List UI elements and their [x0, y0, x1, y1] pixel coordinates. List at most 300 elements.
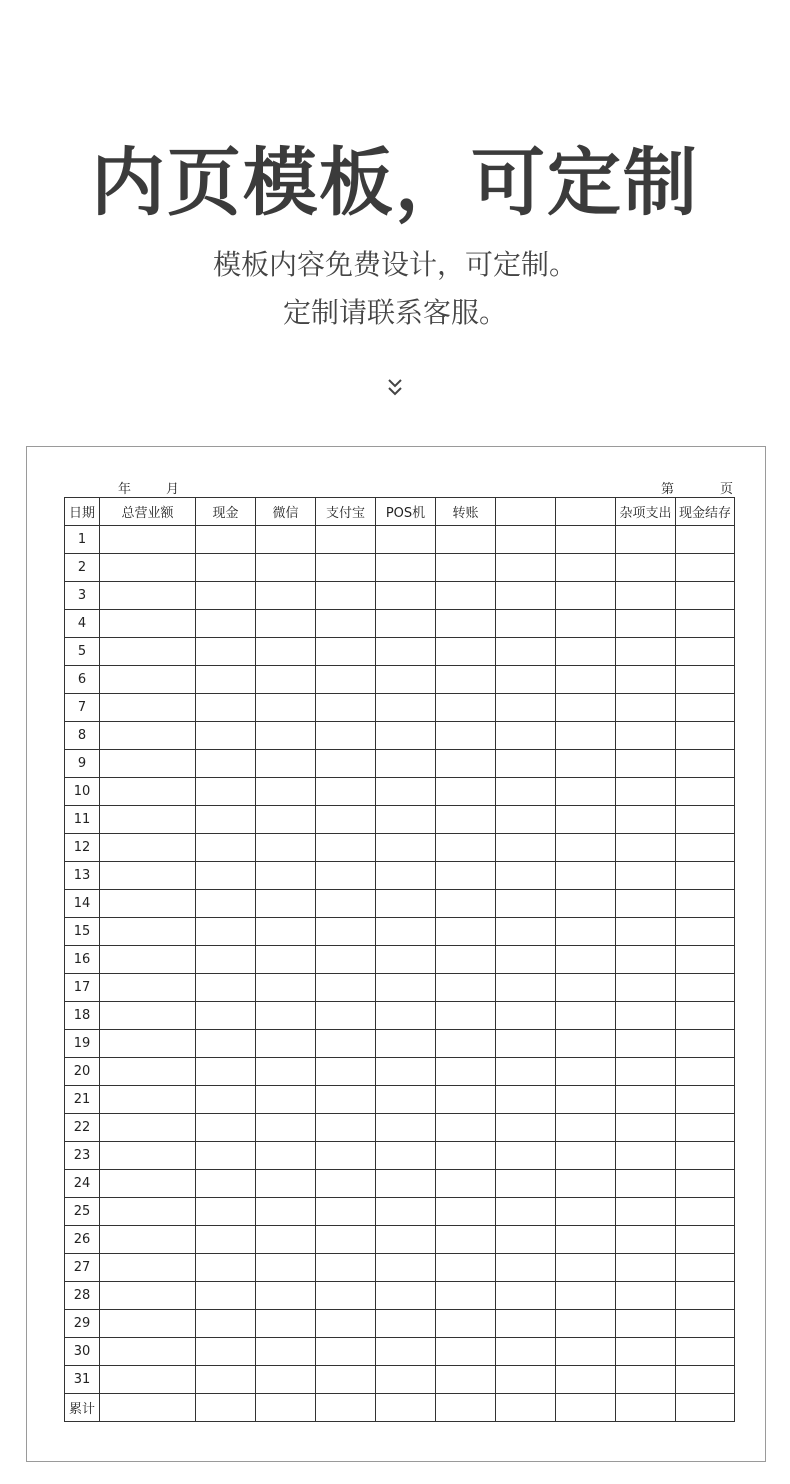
entry-cell: [616, 638, 676, 666]
entry-cell: [436, 974, 496, 1002]
entry-cell: [436, 1142, 496, 1170]
entry-cell: [496, 918, 556, 946]
subtitle-line-2: 定制请联系客服。: [282, 296, 507, 329]
entry-cell: [196, 1030, 256, 1058]
entry-cell: [676, 974, 735, 1002]
date-cell: 29: [65, 1310, 100, 1338]
entry-cell: [256, 1282, 316, 1310]
entry-cell: [436, 1282, 496, 1310]
entry-cell: [676, 1142, 735, 1170]
date-cell: 14: [65, 890, 100, 918]
entry-cell: [100, 1338, 196, 1366]
entry-cell: [256, 610, 316, 638]
table-row: [65, 1086, 735, 1114]
entry-cell: [100, 1310, 196, 1338]
entry-cell: [316, 862, 376, 890]
entry-cell: [196, 1198, 256, 1226]
entry-cell: [376, 750, 436, 778]
entry-cell: [556, 722, 616, 750]
entry-cell: [196, 1170, 256, 1198]
entry-cell: [316, 722, 376, 750]
entry-cell: [376, 1394, 436, 1422]
entry-cell: [556, 1086, 616, 1114]
entry-cell: [616, 1282, 676, 1310]
entry-cell: [196, 1282, 256, 1310]
entry-cell: [316, 778, 376, 806]
entry-cell: [496, 890, 556, 918]
entry-cell: [316, 1254, 376, 1282]
entry-cell: [676, 750, 735, 778]
entry-cell: [436, 918, 496, 946]
entry-cell: [256, 1030, 316, 1058]
entry-cell: [616, 666, 676, 694]
entry-cell: [496, 1198, 556, 1226]
table-row: [65, 1338, 735, 1366]
entry-cell: [316, 582, 376, 610]
column-header: 微信: [256, 498, 316, 526]
entry-cell: [496, 722, 556, 750]
entry-cell: [376, 694, 436, 722]
entry-cell: [616, 1198, 676, 1226]
entry-cell: [616, 554, 676, 582]
date-cell: 30: [65, 1338, 100, 1366]
entry-cell: [556, 1394, 616, 1422]
page-prefix-label: 第: [661, 482, 675, 497]
entry-cell: [616, 582, 676, 610]
entry-cell: [676, 918, 735, 946]
table-row: [65, 834, 735, 862]
entry-cell: [436, 1030, 496, 1058]
entry-cell: [556, 526, 616, 554]
entry-cell: [196, 1226, 256, 1254]
entry-cell: [100, 1170, 196, 1198]
entry-cell: [556, 554, 616, 582]
entry-cell: [556, 610, 616, 638]
entry-cell: [196, 638, 256, 666]
entry-cell: [100, 890, 196, 918]
entry-cell: [436, 1338, 496, 1366]
entry-cell: [616, 1030, 676, 1058]
entry-cell: [376, 1226, 436, 1254]
entry-cell: [676, 1030, 735, 1058]
table-row: [65, 638, 735, 666]
entry-cell: [316, 918, 376, 946]
date-cell: 17: [65, 974, 100, 1002]
entry-cell: [676, 1226, 735, 1254]
table-row: [65, 862, 735, 890]
entry-cell: [436, 582, 496, 610]
table-header-row: [65, 498, 735, 526]
entry-cell: [556, 750, 616, 778]
entry-cell: [556, 666, 616, 694]
page-title: 内页模板，可定制: [91, 140, 699, 226]
entry-cell: [316, 1226, 376, 1254]
entry-cell: [436, 806, 496, 834]
entry-cell: [496, 1338, 556, 1366]
entry-cell: [100, 1086, 196, 1114]
entry-cell: [256, 1338, 316, 1366]
entry-cell: [556, 806, 616, 834]
entry-cell: [316, 1338, 376, 1366]
entry-cell: [376, 1282, 436, 1310]
entry-cell: [376, 638, 436, 666]
double-chevron-down-icon: [383, 376, 407, 400]
entry-cell: [376, 834, 436, 862]
page-suffix-label: 页: [720, 482, 734, 497]
entry-cell: [496, 1366, 556, 1394]
entry-cell: [436, 946, 496, 974]
table-row: [65, 666, 735, 694]
date-cell: 19: [65, 1030, 100, 1058]
entry-cell: [556, 582, 616, 610]
entry-cell: [256, 918, 316, 946]
column-header: 转账: [436, 498, 496, 526]
entry-cell: [100, 1058, 196, 1086]
entry-cell: [196, 694, 256, 722]
entry-cell: [436, 750, 496, 778]
entry-cell: [376, 1142, 436, 1170]
entry-cell: [256, 638, 316, 666]
entry-cell: [100, 1114, 196, 1142]
entry-cell: [376, 1254, 436, 1282]
entry-cell: [316, 1002, 376, 1030]
date-cell: 11: [65, 806, 100, 834]
table-row: [65, 1030, 735, 1058]
entry-cell: [616, 1226, 676, 1254]
entry-cell: [676, 1338, 735, 1366]
entry-cell: [676, 806, 735, 834]
entry-cell: [496, 610, 556, 638]
entry-cell: [256, 778, 316, 806]
entry-cell: [100, 862, 196, 890]
table-row: [65, 1226, 735, 1254]
date-cell: 28: [65, 1282, 100, 1310]
table-row: [65, 778, 735, 806]
entry-cell: [316, 946, 376, 974]
entry-cell: [196, 1366, 256, 1394]
column-header: 支付宝: [316, 498, 376, 526]
entry-cell: [556, 1310, 616, 1338]
date-cell: 4: [65, 610, 100, 638]
entry-cell: [376, 1366, 436, 1394]
table-row: [65, 610, 735, 638]
entry-cell: [376, 666, 436, 694]
entry-cell: [256, 1226, 316, 1254]
date-cell: 2: [65, 554, 100, 582]
entry-cell: [196, 722, 256, 750]
entry-cell: [676, 1310, 735, 1338]
entry-cell: [100, 526, 196, 554]
entry-cell: [436, 1002, 496, 1030]
table-row: [65, 1114, 735, 1142]
entry-cell: [256, 1366, 316, 1394]
date-cell: 24: [65, 1170, 100, 1198]
entry-cell: [496, 1142, 556, 1170]
entry-cell: [376, 1086, 436, 1114]
entry-cell: [496, 946, 556, 974]
entry-cell: [196, 890, 256, 918]
entry-cell: [376, 778, 436, 806]
date-cell: 8: [65, 722, 100, 750]
entry-cell: [676, 638, 735, 666]
entry-cell: [676, 722, 735, 750]
entry-cell: [496, 1282, 556, 1310]
entry-cell: [496, 1086, 556, 1114]
entry-cell: [676, 1170, 735, 1198]
entry-cell: [616, 1142, 676, 1170]
entry-cell: [556, 1338, 616, 1366]
date-cell: 9: [65, 750, 100, 778]
date-cell: 22: [65, 1114, 100, 1142]
entry-cell: [316, 694, 376, 722]
entry-cell: [676, 582, 735, 610]
entry-cell: [256, 1002, 316, 1030]
entry-cell: [256, 1254, 316, 1282]
entry-cell: [196, 1114, 256, 1142]
entry-cell: [100, 918, 196, 946]
entry-cell: [376, 946, 436, 974]
date-cell: 25: [65, 1198, 100, 1226]
entry-cell: [196, 778, 256, 806]
entry-cell: [196, 1142, 256, 1170]
entry-cell: [100, 582, 196, 610]
entry-cell: [256, 1086, 316, 1114]
entry-cell: [256, 1394, 316, 1422]
entry-cell: [376, 582, 436, 610]
entry-cell: [556, 1058, 616, 1086]
entry-cell: [100, 974, 196, 1002]
entry-cell: [376, 974, 436, 1002]
entry-cell: [676, 1254, 735, 1282]
entry-cell: [376, 1030, 436, 1058]
entry-cell: [436, 526, 496, 554]
entry-cell: [616, 1338, 676, 1366]
entry-cell: [676, 694, 735, 722]
table-row: [65, 694, 735, 722]
entry-cell: [376, 1170, 436, 1198]
entry-cell: [436, 1170, 496, 1198]
table-row: [65, 582, 735, 610]
table-row: [65, 1142, 735, 1170]
entry-cell: [436, 890, 496, 918]
month-label: 月: [166, 482, 180, 497]
entry-cell: [376, 1338, 436, 1366]
date-cell: 5: [65, 638, 100, 666]
table-row: [65, 890, 735, 918]
entry-cell: [496, 554, 556, 582]
entry-cell: [676, 1198, 735, 1226]
entry-cell: [616, 1254, 676, 1282]
entry-cell: [496, 1170, 556, 1198]
entry-cell: [676, 1002, 735, 1030]
entry-cell: [316, 526, 376, 554]
entry-cell: [100, 806, 196, 834]
date-cell: 15: [65, 918, 100, 946]
table-row: [65, 918, 735, 946]
entry-cell: [316, 1142, 376, 1170]
entry-cell: [496, 862, 556, 890]
entry-cell: [256, 526, 316, 554]
entry-cell: [316, 1394, 376, 1422]
entry-cell: [556, 1198, 616, 1226]
year-label: 年: [118, 482, 132, 497]
date-cell: 12: [65, 834, 100, 862]
entry-cell: [436, 722, 496, 750]
column-header: POS机: [376, 498, 436, 526]
entry-cell: [556, 1030, 616, 1058]
table-row: [65, 1170, 735, 1198]
date-cell: 累计: [65, 1394, 100, 1422]
entry-cell: [316, 1114, 376, 1142]
table-row: [65, 1254, 735, 1282]
entry-cell: [496, 750, 556, 778]
entry-cell: [196, 946, 256, 974]
entry-cell: [100, 1002, 196, 1030]
date-cell: 27: [65, 1254, 100, 1282]
entry-cell: [316, 1086, 376, 1114]
entry-cell: [556, 1002, 616, 1030]
column-header: 现金结存: [676, 498, 735, 526]
entry-cell: [676, 1282, 735, 1310]
entry-cell: [676, 1086, 735, 1114]
entry-cell: [676, 834, 735, 862]
entry-cell: [316, 974, 376, 1002]
entry-cell: [556, 1366, 616, 1394]
entry-cell: [376, 862, 436, 890]
entry-cell: [256, 862, 316, 890]
entry-cell: [676, 946, 735, 974]
table-row: [65, 722, 735, 750]
entry-cell: [316, 750, 376, 778]
entry-cell: [196, 1058, 256, 1086]
entry-cell: [556, 1114, 616, 1142]
date-cell: 10: [65, 778, 100, 806]
entry-cell: [556, 638, 616, 666]
entry-cell: [436, 1198, 496, 1226]
entry-cell: [256, 1114, 316, 1142]
entry-cell: [376, 526, 436, 554]
entry-cell: [100, 1030, 196, 1058]
table-row: [65, 554, 735, 582]
entry-cell: [196, 918, 256, 946]
date-cell: 26: [65, 1226, 100, 1254]
entry-cell: [676, 1366, 735, 1394]
table-row: [65, 1282, 735, 1310]
entry-cell: [676, 666, 735, 694]
entry-cell: [376, 918, 436, 946]
entry-cell: [196, 666, 256, 694]
entry-cell: [556, 946, 616, 974]
entry-cell: [496, 1030, 556, 1058]
column-header: 杂项支出: [616, 498, 676, 526]
entry-cell: [256, 1142, 316, 1170]
entry-cell: [616, 1170, 676, 1198]
entry-cell: [256, 694, 316, 722]
entry-cell: [256, 722, 316, 750]
entry-cell: [676, 610, 735, 638]
entry-cell: [496, 526, 556, 554]
entry-cell: [196, 1338, 256, 1366]
entry-cell: [100, 638, 196, 666]
entry-cell: [196, 1086, 256, 1114]
entry-cell: [196, 1394, 256, 1422]
column-header: 现金: [196, 498, 256, 526]
entry-cell: [616, 778, 676, 806]
entry-cell: [100, 694, 196, 722]
column-header: 日期: [65, 498, 100, 526]
entry-cell: [496, 806, 556, 834]
entry-cell: [196, 974, 256, 1002]
entry-cell: [316, 1366, 376, 1394]
entry-cell: [196, 750, 256, 778]
table-row: [65, 1366, 735, 1394]
date-cell: 7: [65, 694, 100, 722]
entry-cell: [256, 946, 316, 974]
entry-cell: [556, 1254, 616, 1282]
entry-cell: [496, 974, 556, 1002]
entry-cell: [616, 974, 676, 1002]
entry-cell: [676, 526, 735, 554]
entry-cell: [316, 610, 376, 638]
entry-cell: [616, 834, 676, 862]
entry-cell: [376, 610, 436, 638]
entry-cell: [436, 554, 496, 582]
table-row: [65, 526, 735, 554]
entry-cell: [316, 666, 376, 694]
entry-cell: [256, 554, 316, 582]
date-cell: 20: [65, 1058, 100, 1086]
date-cell: 6: [65, 666, 100, 694]
entry-cell: [196, 582, 256, 610]
entry-cell: [316, 638, 376, 666]
entry-cell: [376, 806, 436, 834]
entry-cell: [376, 1058, 436, 1086]
entry-cell: [376, 1002, 436, 1030]
entry-cell: [436, 1086, 496, 1114]
entry-cell: [256, 1310, 316, 1338]
entry-cell: [676, 554, 735, 582]
entry-cell: [436, 1226, 496, 1254]
date-cell: 31: [65, 1366, 100, 1394]
entry-cell: [496, 1114, 556, 1142]
entry-cell: [100, 610, 196, 638]
entry-cell: [196, 1254, 256, 1282]
entry-cell: [496, 638, 556, 666]
entry-cell: [100, 1226, 196, 1254]
entry-cell: [316, 1198, 376, 1226]
entry-cell: [616, 918, 676, 946]
column-header: [496, 498, 556, 526]
entry-cell: [256, 750, 316, 778]
entry-cell: [616, 1310, 676, 1338]
entry-cell: [616, 722, 676, 750]
entry-cell: [616, 1114, 676, 1142]
entry-cell: [436, 1310, 496, 1338]
entry-cell: [196, 1310, 256, 1338]
entry-cell: [436, 1114, 496, 1142]
entry-cell: [436, 1254, 496, 1282]
entry-cell: [556, 694, 616, 722]
entry-cell: [496, 694, 556, 722]
entry-cell: [196, 806, 256, 834]
entry-cell: [616, 890, 676, 918]
entry-cell: [316, 1282, 376, 1310]
column-header: [556, 498, 616, 526]
entry-cell: [316, 890, 376, 918]
entry-cell: [496, 1310, 556, 1338]
table-row: [65, 1310, 735, 1338]
entry-cell: [376, 1310, 436, 1338]
